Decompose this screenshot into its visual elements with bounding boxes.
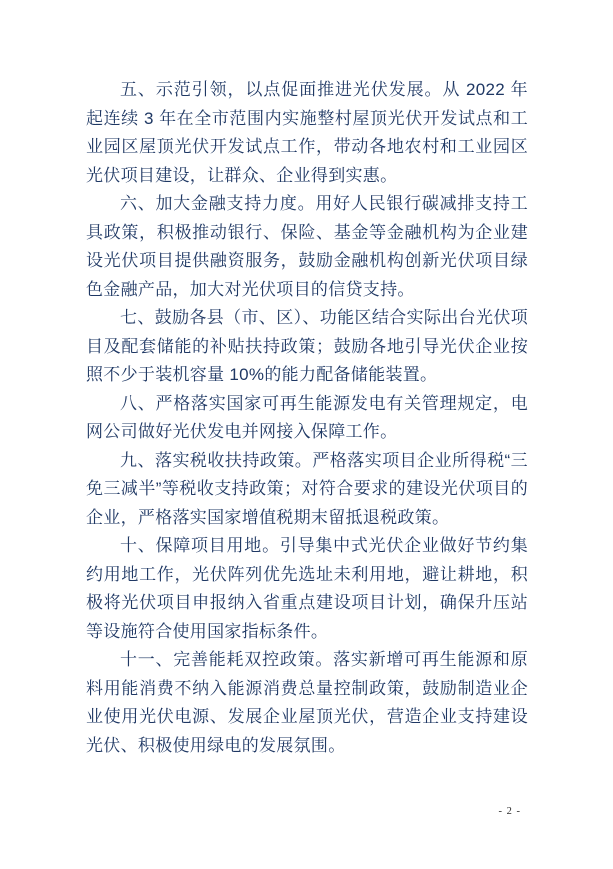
paragraph-11: 十一、完善能耗双控政策。落实新增可再生能源和原料用能消费不纳入能源消费总量控制政策，鼓励制造业企业使用光伏电源、发展企业屋顶光伏，营造企业支持建设光伏、积极使用绿电的发展氛围。 (86, 650, 528, 755)
paragraph-8: 八、严格落实国家可再生能源发电有关管理规定，电网公司做好光伏发电并网接入保障工作。 (86, 393, 528, 441)
document-body (86, 76, 528, 760)
paragraph-5: 五、示范引领，以点促面推进光伏发展。从 2022 年起连续 3 年在全市范围内实施整村屋顶光伏开发试点和工业园区屋顶光伏开发试点工作，带动各地农村和工业园区光伏项目建设，让群众、企业得到实惠。 (86, 80, 528, 185)
paragraph-7: 七、鼓励各县（市、区）、功能区结合实际出台光伏项目及配套储能的补贴扶持政策；鼓励各地引导光伏企业按照不少于装机容量 10%的能力配备储能装置。 (86, 308, 528, 384)
paragraph-6: 六、加大金融支持力度。用好人民银行碳减排支持工具政策，积极推动银行、保险、基金等金融机构为企业建设光伏项目提供融资服务，鼓励金融机构创新光伏项目绿色金融产品，加大对光伏项目的信贷支持。 (86, 194, 528, 299)
paragraph-9: 九、落实税收扶持政策。严格落实项目企业所得税“三免三减半”等税收支持政策；对符合要求的建设光伏项目的企业，严格落实国家增值税期末留抵退税政策。 (86, 450, 528, 527)
page-number: - 2 - (498, 806, 521, 817)
paragraph-10: 十、保障项目用地。引导集中式光伏企业做好节约集约用地工作，光伏阵列优先选址未利用地，避让耕地，积极将光伏项目申报纳入省重点建设项目计划，确保升压站等设施符合使用国家指标条件。 (86, 536, 528, 641)
